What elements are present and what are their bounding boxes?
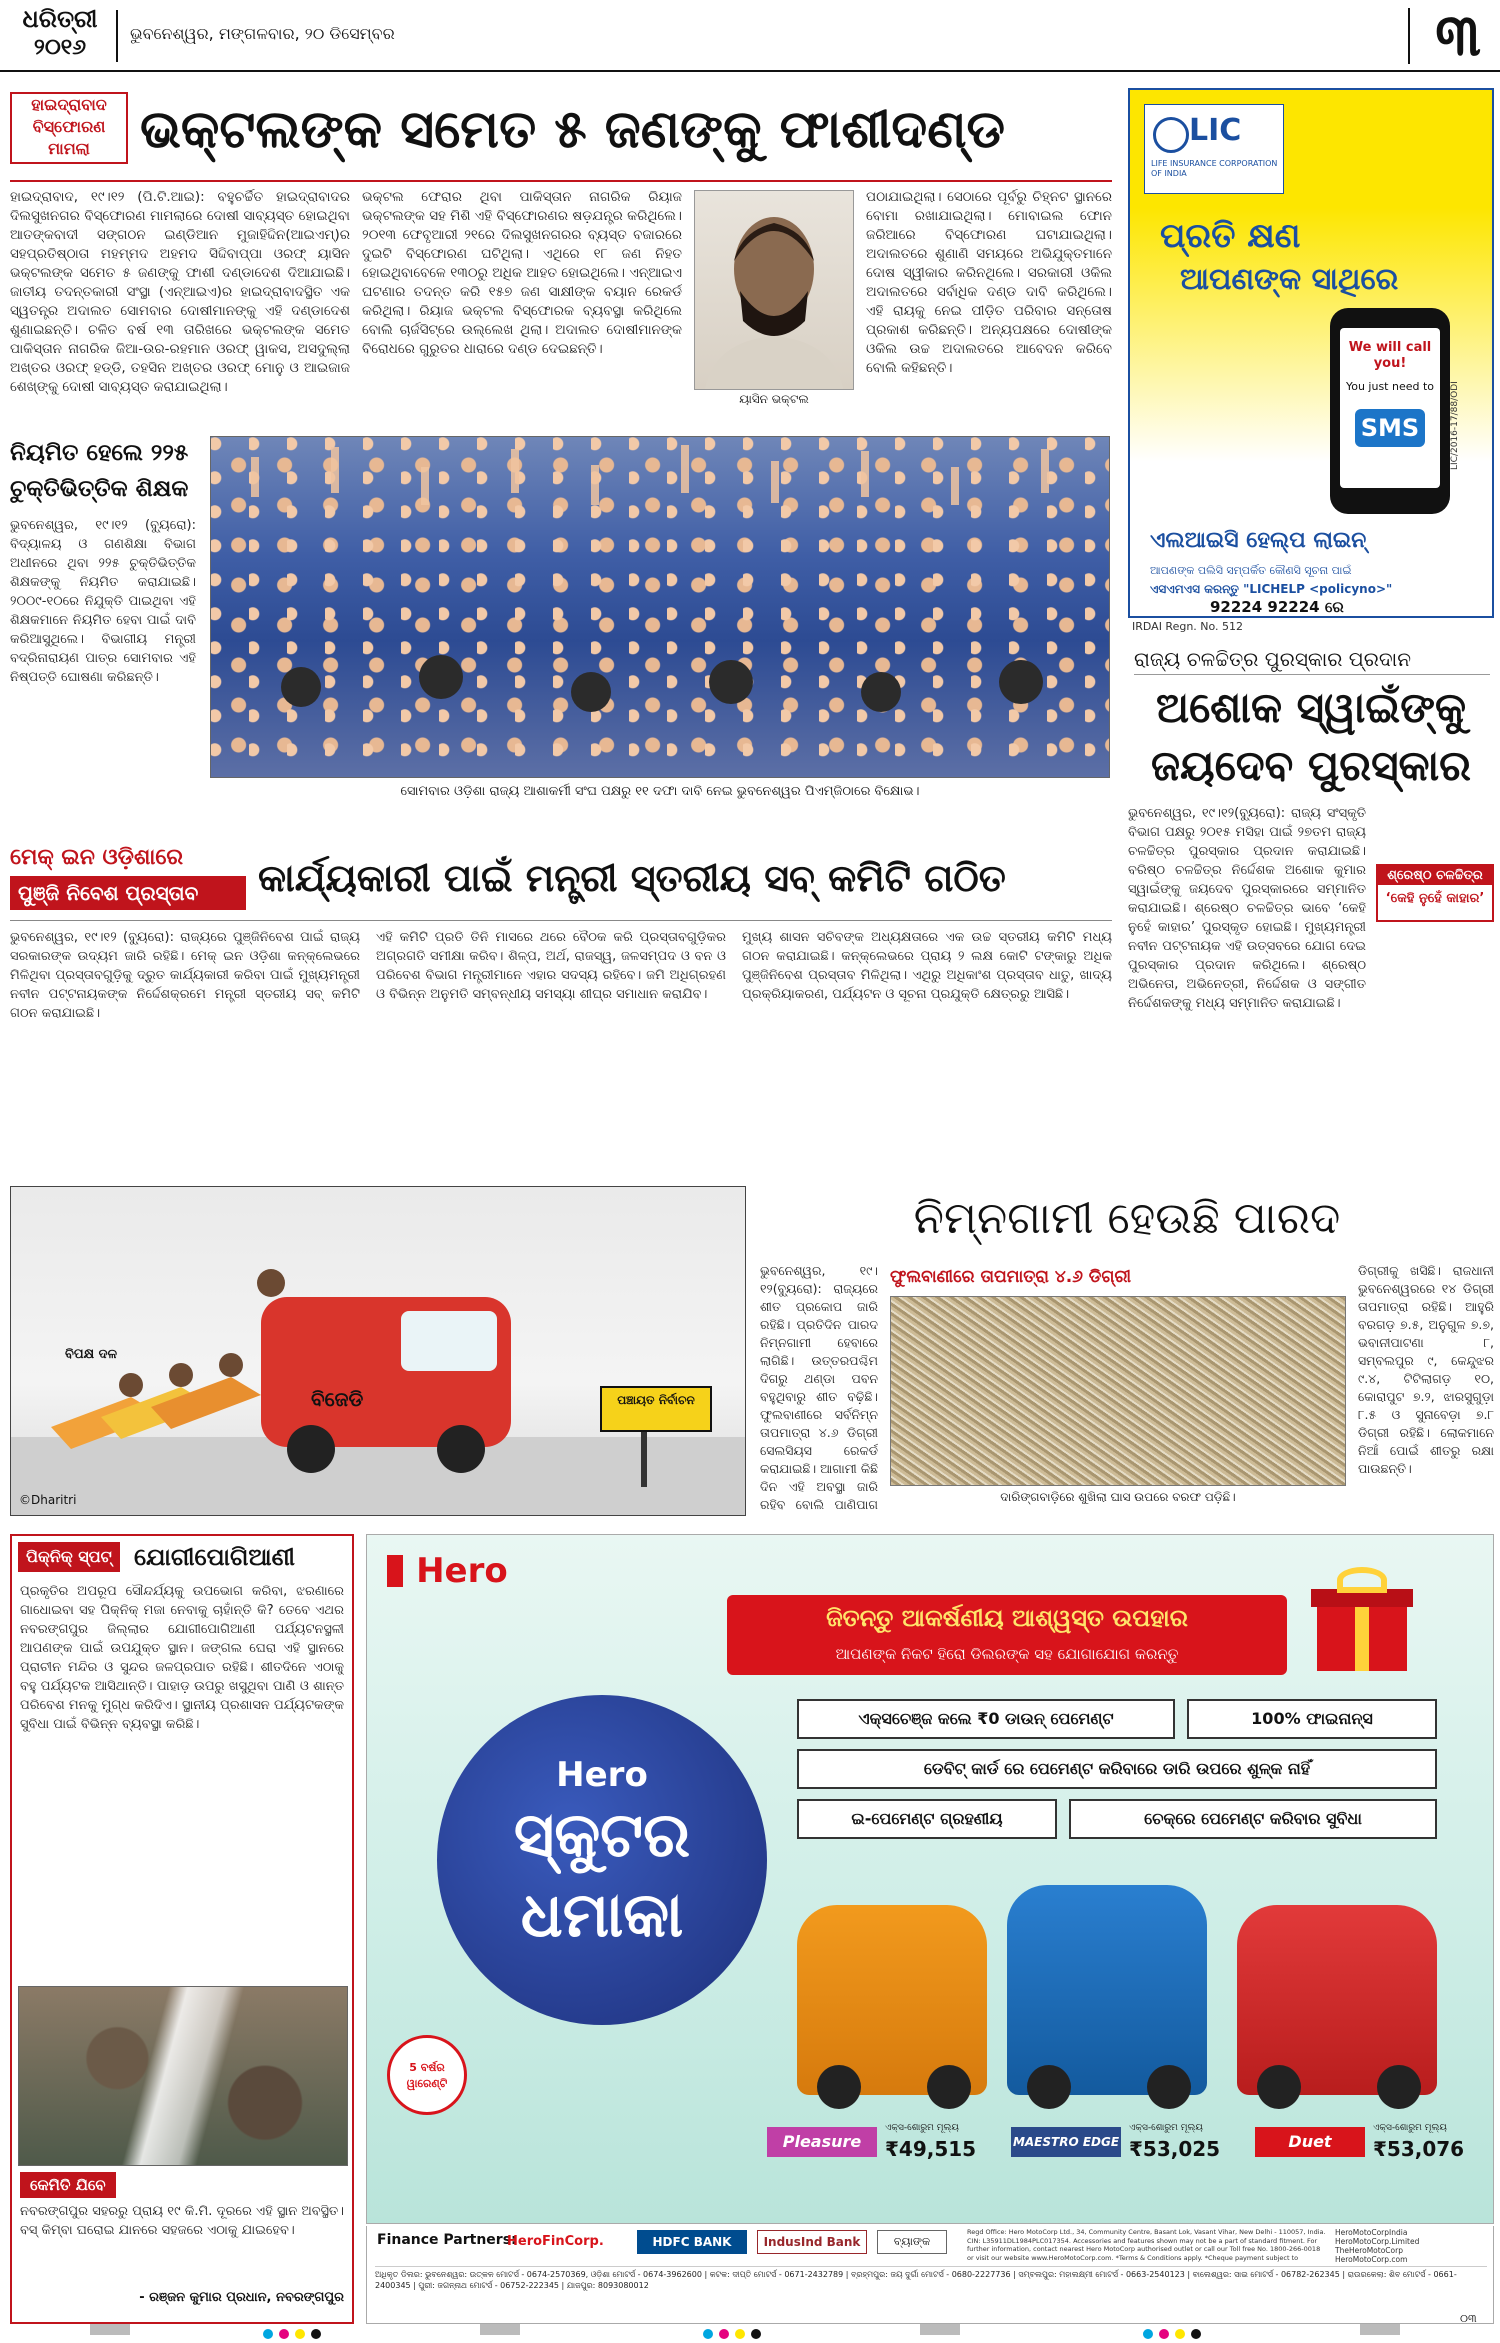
ashok-story xyxy=(1128,644,1494,1184)
model-maestro xyxy=(1011,2121,1243,2165)
hero-ribbon-1: ଜିତନ୍ତୁ ଆକର୍ଷଣୀୟ ଆଶ୍ୱସ୍ତ ଉପହାର xyxy=(826,1604,1188,1632)
price-bar xyxy=(767,2121,1487,2165)
lic-line-1: ଆପଣଙ୍କ ପଲିସି ସମ୍ପର୍କିତ କୌଣସି ସୂଚନା ପାଇଁ xyxy=(1150,564,1352,577)
teachers-story xyxy=(10,436,1112,826)
hero-logo-icon xyxy=(387,1555,403,1587)
picnic-story xyxy=(10,1534,354,2324)
hero-ribbon-2: ଆପଣଙ୍କ ନିକଟ ହିରୋ ଡିଲରଙ୍କ ସହ ଯୋଗାଯୋଗ କରନ୍ତୁ xyxy=(835,1645,1179,1663)
offer-finance: 100% ଫାଇନାନ୍ସ xyxy=(1187,1699,1437,1739)
masthead xyxy=(0,0,1500,72)
cartoon-label-bjd: ବିଜେଡି xyxy=(311,1387,364,1411)
offer-debit: ଡେବିଟ୍ କାର୍ଡ ରେ ପେମେଣ୍ଟ କରିବାରେ ଡାରି ଉପରେ ଶୁଳ୍କ ନାହିଁ xyxy=(797,1749,1437,1789)
lic-advertisement[interactable] xyxy=(1128,88,1494,618)
gift-icon xyxy=(1307,1565,1417,1675)
best-film-box xyxy=(1376,864,1494,922)
best-film-title: ‘କେହି ନୁହେଁ କାହାର’ xyxy=(1385,891,1485,906)
portrait-icon xyxy=(695,191,853,389)
lic-irdai: IRDAI Regn. No. 512 xyxy=(1132,620,1244,633)
lead-col-1: ହାଇଦ୍ରାବାଦ, ୧୯।୧୨ (ପି.ଟି.ଆଇ): ବହୁଚର୍ଚ୍ଚିତ ହାଇଦ୍ରାବାଦର ଦିଲସୁଖନଗର ବିସ୍ଫୋରଣ ମାମଲାରେ ଦୋଷୀ ସାବ୍ୟସ୍ତ ହୋଇଥିବା ଆତଙ୍କବାଦୀ ସଙ୍ଗଠନ ଇଣ୍ଡିଆନ ମୁଜାହିଦ୍ଦିନ(ଆଇଏମ୍‌)ର ସହପ୍ରତିଷ୍ଠାତା ମହମ୍ମଦ ଅହମଦ ସିଦ୍ଦିବାପ୍ପା ଓରଫ୍ ୟାସିନ ଭକ୍‌ଟଲଙ୍କ ସମେତ ୫ ଜଣଙ୍କୁ ଫାଶୀ ଦଣ୍ଡାଦେଶ ଦିଆଯାଇଛି। ଜାତୀୟ ତଦନ୍ତକାରୀ ସଂସ୍ଥା (ଏନ୍‌ଆଇଏ)ର ହାଇଦ୍ରାବାଦସ୍ଥିତ ଏକ ସ୍ୱତନ୍ତ୍ର ଅଦାଲତ ସୋମବାର ଦୋଷୀମାନଙ୍କୁ ଏହି ଦଣ୍ଡାଦେଶ ଶୁଣାଇଛନ୍ତି। ଚଳିତ ବର୍ଷ ୧୩ ତାରିଖରେ ଭକ୍‌ଟଲଙ୍କ ସମେତ ପାକିସ୍ତାନ ନାଗରିକ ଜିଆ-ଉର-ରହମାନ ଓରଫ୍ ୱାକସ, ଅସଦୁଲ୍ଲା ଅଖ୍ତର ଓରଫ୍ ହଡ୍ଡି, ତହସିନ ଅଖ୍ତର ଓରଫ୍ ମୋନୁ ଓ ଆଇଜାଜ ଶେଖ୍‌ଙ୍କୁ ଦୋଷୀ ସାବ୍ୟସ୍ତ କରାଯାଇଥିଲା। xyxy=(10,189,350,395)
page-footer-ref: ୦୩ xyxy=(1460,2312,1477,2325)
social-facebook[interactable]: HeroMotoCorpIndia xyxy=(1335,2228,1408,2237)
bus-wheel xyxy=(437,1425,485,1473)
cartoon-label-opposition: ବିପକ୍ଷ ଦଳ xyxy=(65,1347,117,1362)
social-limited[interactable]: HeroMotoCorp.Limited xyxy=(1335,2237,1420,2246)
lead-photo-caption: ୟାସିନ ଭକ୍‌ଟଲ xyxy=(739,392,809,406)
hero-advertisement[interactable] xyxy=(366,1534,1494,2224)
logo-top: ଧରିତ୍ରୀ xyxy=(22,4,98,33)
lic-code: LIC/2016-17/88/ODI xyxy=(1450,381,1460,470)
lead-photo xyxy=(694,190,854,390)
lic-emblem-icon xyxy=(1153,117,1189,153)
offer-epayment: ଇ-ପେମେଣ୍ଟ ଗ୍ରହଣୀୟ xyxy=(797,1799,1057,1839)
ashok-body: ଭୁବନେଶ୍ୱର, ୧୯।୧୨(ବ୍ୟୁରୋ): ରାଜ୍ୟ ସଂସ୍କୃତି ବିଭାଗ ପକ୍ଷରୁ ୨୦୧୫ ମସିହା ପାଇଁ ୨୭ତମ ରାଜ୍ୟ ଚଳଚ୍ଚିତ୍ର ପୁରସ୍କାର ପ୍ରଦାନ କରାଯାଇଛି। ବରିଷ୍ଠ ଚଳଚ୍ଚିତ୍ର ନିର୍ଦ୍ଦେଶକ ଅଶୋକ କୁମାର ସ୍ୱାଇଁଙ୍କୁ ଜୟଦେବ ପୁରସ୍କାରରେ ସମ୍ମାନିତ କରାଯାଇଛି। ଶ୍ରେଷ୍ଠ ଚଳଚ୍ଚିତ୍ର ଭାବେ ‘କେହି ନୁହେଁ କାହାର’ ପୁରସ୍କୃତ ହୋଇଛି। ମୁଖ୍ୟମନ୍ତ୍ରୀ ନବୀନ ପଟ୍ଟନାୟକ ଏହି ଉତ୍ସବରେ ଯୋଗ ଦେଇ ପୁରସ୍କାର ପ୍ରଦାନ କରିଥିଲେ। ଶ୍ରେଷ୍ଠ ଅଭିନେତା, ଅଭିନେତ୍ରୀ, ନିର୍ଦ୍ଦେଶକ ଓ ସଙ୍ଗୀତ ନିର୍ଦ୍ଦେଶକଙ୍କୁ ମଧ୍ୟ ସମ୍ମାନିତ କରାଯାଇଛି। xyxy=(1128,806,1366,1011)
offer-row-3 xyxy=(797,1799,1437,1839)
make-in-odisha-story xyxy=(10,840,1112,1170)
logo xyxy=(8,4,112,68)
hero-footer xyxy=(366,2226,1494,2324)
teachers-photo-caption: ସୋମବାର ଓଡ଼ିଶା ରାଜ୍ୟ ଆଶାକର୍ମୀ ସଂଘ ପକ୍ଷରୁ ୧୧ ଦଫା ଦାବି ନେଇ ଭୁବନେଶ୍ୱର ପିଏମ୍‌ଜିଠାରେ ବିକ୍ଷୋଭ। xyxy=(400,784,920,799)
frost-photo-caption: ଦାରିଙ୍ଗବାଡ଼ିରେ ଶୁଖିଲା ଘାସ ଉପରେ ବରଫ ପଡ଼ିଛି। xyxy=(1000,1490,1236,1504)
cartoon-credit: ©Dharitri xyxy=(19,1493,77,1507)
teachers-body: ଭୁବନେଶ୍ୱର, ୧୯।୧୨ (ବ୍ୟୁରୋ): ବିଦ୍ୟାଳୟ ଓ ଗଣଶିକ୍ଷା ବିଭାଗ ଅଧୀନରେ ଥିବା ୨୨୫ ଚୁକ୍ତିଭିତ୍ତିକ ଶିକ୍ଷକଙ୍କୁ ନିୟମିତ କରାଯାଇଛି। ୨୦୦୯-୧୦ରେ ନିଯୁକ୍ତି ପାଇଥିବା ଏହି ଶିକ୍ଷକମାନେ ନିୟମିତ ହେବା ପାଇଁ ଦାବି କରିଆସୁଥିଲେ। ବିଭାଗୀୟ ମନ୍ତ୍ରୀ ବଦ୍ରିନାରାୟଣ ପାତ୍ର ସୋମବାର ଏହି ନିଷ୍ପତ୍ତି ଘୋଷଣା କରିଛନ୍ତି। xyxy=(10,518,196,685)
hero-brand: Hero xyxy=(416,1551,508,1591)
lic-line-2: ଏସଏମଏସ କରନ୍ତୁ "LICHELP <policyno>" xyxy=(1150,582,1393,596)
ashok-headline-1: ଅଶୋକ ସ୍ୱାଇଁଙ୍କୁ xyxy=(1155,683,1467,732)
offer-row-1 xyxy=(797,1699,1437,1739)
lead-col-3: ପଠାଯାଇଥିଲା। ସେଠାରେ ପୂର୍ବରୁ ଚିହ୍ନଟ ସ୍ଥାନରେ ବୋମା ରଖାଯାଇଥିଲା। ମୋବାଇଲ ଫୋନ ଜରିଆରେ ବିସ୍ଫୋରଣ ଘଟାଯାଇଥିଲା। ଅଦାଲତରେ ଶୁଣାଣି ସମୟରେ ଅଭିଯୁକ୍ତମାନେ ଦୋଷ ସ୍ୱୀକାର କରିନଥିଲେ। ସରକାରୀ ଓକିଲ ଅଦାଲତରେ ସର୍ବାଧିକ ଦଣ୍ଡ ଦାବି କରିଥିଲେ। ଏହି ରାୟକୁ ନେଇ ପୀଡ଼ିତ ପରିବାର ସନ୍ତୋଷ ପ୍ରକାଶ କରିଛନ୍ତି। ଅନ୍ୟପକ୍ଷରେ ଦୋଷୀଙ୍କ ଓକିଲ ଉଚ୍ଚ ଅଦାଲତରେ ଆବେଦନ କରିବେ ବୋଲି କହିଛନ୍ତି। xyxy=(866,189,1112,376)
driver-head xyxy=(257,1269,285,1297)
model-name: MAESTRO EDGE xyxy=(1011,2127,1121,2157)
offer-zero-down: ଏକ୍ସଚେଞ୍ଜ କଲେ ₹0 ଡାଉନ୍ ପେମେଣ୍ଟ xyxy=(797,1699,1175,1739)
lic-number: 92224 92224 ରେ xyxy=(1210,598,1344,616)
kicker-line: ମାମଲା xyxy=(48,139,90,158)
lic-phone-text-2: You just need to xyxy=(1345,380,1435,393)
teachers-headline-2: ଚୁକ୍ତିଭିତ୍ତିକ ଶିକ୍ଷକ xyxy=(10,476,189,502)
picnic-headline: ଯୋଗୀପୋଗିଆଣୀ xyxy=(134,1543,296,1571)
how-to-go-label: କେମିତି ଯିବେ xyxy=(20,2172,116,2198)
bus-window xyxy=(401,1311,497,1371)
hero-social xyxy=(1335,2228,1491,2262)
scooter-wheel-icon xyxy=(927,2065,971,2109)
hero-title-1: ସ୍କୁଟର xyxy=(513,1798,691,1871)
logo-year: ୨୦୧୬ xyxy=(33,35,87,60)
social-twitter[interactable]: TheHeroMotoCorp xyxy=(1335,2246,1403,2255)
mio-tag-1: ମେକ୍ ଇନ ଓଡ଼ିଶାରେ xyxy=(10,845,184,870)
mio-headline: କାର୍ଯ୍ୟକାରୀ ପାଇଁ ମନ୍ତ୍ରୀ ସ୍ତରୀୟ ସବ୍ କମିଟି ଗଠିତ xyxy=(258,856,1006,900)
lic-phone xyxy=(1330,308,1450,514)
model-pleasure xyxy=(767,2121,999,2165)
mio-col-3: ମୁଖ୍ୟ ଶାସନ ସଚିବଙ୍କ ଅଧ୍ୟକ୍ଷତାରେ ଏକ ଉଚ୍ଚ ସ୍ତରୀୟ କମିଟି ମଧ୍ୟ ଗଠନ କରାଯାଇଛି। କନ୍‌କ୍ଲେଭରେ ପ୍ରାୟ ୨ ଲକ୍ଷ କୋଟି ଟଙ୍କାରୁ ଅଧିକ ପୁଞ୍ଜିନିବେଶ ପ୍ରସ୍ତାବ ମିଳିଥିଲା। ଏଥିରୁ ଅଧିକାଂଶ ପ୍ରସ୍ତାବ ଧାତୁ, ଖାଦ୍ୟ ପ୍ରକ୍ରିୟାକରଣ, ପର୍ଯ୍ୟଟନ ଓ ସୂଚନା ପ୍ରଯୁକ୍ତି କ୍ଷେତ୍ରରୁ ଆସିଛି। xyxy=(742,930,1112,1002)
scooter-wheel-icon xyxy=(1377,2065,1421,2109)
model-price: ₹49,515 xyxy=(885,2137,977,2161)
scooter-wheel-icon xyxy=(1147,2065,1191,2109)
scooter-wheel-icon xyxy=(817,2065,861,2109)
cartoon-sign-text: ପଞ୍ଚାୟତ ନିର୍ବାଚନ xyxy=(617,1393,695,1407)
partner-herofincorp: HeroFinCorp. xyxy=(507,2234,604,2249)
model-name: Pleasure xyxy=(767,2127,877,2157)
frost-photo xyxy=(890,1296,1346,1486)
cartoon-drawing xyxy=(11,1187,745,1515)
lic-phone-text-1: We will call you! xyxy=(1348,340,1432,371)
road xyxy=(11,1437,745,1515)
hero-fine-print: Regd Office: Hero MotoCorp Ltd., 34, Community Centre, Basant Lok, Vasant Vihar, New Delhi - 110057, India. CIN: L35911DL1984PLC017354. Accessories and features shown may not be a part of standard fitment. For further information, contact nearest Hero MotoCorp authorised outlet or call our Toll free No. 1800-266-0018 or visit our website www.HeroMotoCorp.com. *Terms & Conditions apply. *Cheque payment subject to xyxy=(967,2228,1326,2262)
cartoon xyxy=(10,1186,746,1516)
bus-wheel xyxy=(287,1425,335,1473)
registration-marks xyxy=(0,2324,1500,2335)
cold-col-2: ଡିଗ୍ରୀକୁ ଖସିଛି। ରାଜଧାନୀ ଭୁବନେଶ୍ୱରରେ ୧୪ ଡିଗ୍ରୀ ତାପମାତ୍ରା ରହିଛି। ଆହୁରି ବରଗଡ଼ ୭.୫, ଅନୁଗୁଳ ୭.୭, ଭବାନୀପାଟଣା ୮, ସମ୍ବଲପୁର ୯, କେନ୍ଦୁଝର ୯.୪, ଟିଟିଲାଗଡ଼ ୧୦, କୋରାପୁଟ ୭.୨, ଝାରସୁଗୁଡ଼ା ୮.୫ ଓ ସୁନାବେଡ଼ା ୭.୮ ଡିଗ୍ରୀ ରହିଛି। ଲୋକମାନେ ନିଆଁ ପୋଇଁ ଶୀତରୁ ରକ୍ଷା ପାଉଛନ୍ତି। xyxy=(1358,1263,1494,1476)
lead-col-2: ଭକ୍‌ଟଲ ଫେରାର ଥିବା ପାକିସ୍ତାନ ନାଗରିକ ରିୟାଜ ଭକ୍‌ଟଲଙ୍କ ସହ ମିଶି ଏହି ବିସ୍ଫୋରଣର ଷଡ଼ଯନ୍ତ୍ର କରିଥିଲେ। ୨୦୧୩ ଫେବୃଆରୀ ୨୧ରେ ଦିଲସୁଖନଗରର ବ୍ୟସ୍ତ ବଜାରରେ ଦୁଇଟି ବିସ୍ଫୋରଣ ଘଟିଥିଲା। ଏଥିରେ ୧୮ ଜଣ ନିହତ ହୋଇଥିବାବେଳେ ୧୩୦ରୁ ଅଧିକ ଆହତ ହୋଇଥିଲେ। ଏନ୍‌ଆଇଏ ଘଟଣାର ତଦନ୍ତ କରି ୧୫୭ ଜଣ ସାକ୍ଷୀଙ୍କ ବୟାନ ରେକର୍ଡ କରିଥିଲା। ରିୟାଜ ଭକ୍‌ଟଲ ବିସ୍ଫୋରକ ବ୍ୟବସ୍ଥା କରିଥିଲେ ବୋଲି ଚାର୍ଜସିଟ୍‌ରେ ଉଲ୍ଲେଖ ଥିଲା। ଅଦାଲତ ଦୋଷୀମାନଙ୍କ ବିରୋଧରେ ଗୁରୁତର ଧାରାରେ ଦଣ୍ଡ ଦେଇଛନ୍ତି। xyxy=(362,189,682,357)
warranty-badge: 5 ବର୍ଷର ୱାରେଣ୍ଟି xyxy=(387,2035,467,2115)
lic-helpline: ଏଲଆଇସି ହେଲ୍ପ ଲାଇନ୍ xyxy=(1150,528,1367,553)
model-price-label: ଏକ୍ସ-ଶୋରୁମ ମୂଲ୍ୟ xyxy=(1129,2123,1203,2133)
hero-title-2: ଧମାକା xyxy=(520,1878,684,1951)
model-price-label: ଏକ୍ସ-ଶୋରୁମ ମୂଲ୍ୟ xyxy=(885,2123,959,2133)
model-price: ₹53,025 xyxy=(1129,2137,1221,2161)
hero-logo xyxy=(387,1551,508,1591)
how-to-go-body: ନବରଙ୍ଗପୁର ସହରରୁ ପ୍ରାୟ ୧୯ କି.ମି. ଦୂରରେ ଏହି ସ୍ଥାନ ଅବସ୍ଥିତ। ବସ୍ କିମ୍ବା ଘରୋଇ ଯାନରେ ସହଜରେ ଏଠାକୁ ଯାଇହେବ। xyxy=(20,2204,344,2238)
lic-tagline-2: ଆପଣଙ୍କ ସାଥିରେ xyxy=(1180,262,1399,297)
page-number: ୩ xyxy=(1435,1,1481,69)
mio-col-1: ଭୁବନେଶ୍ୱର, ୧୯।୧୨ (ବ୍ୟୁରୋ): ରାଜ୍ୟରେ ପୁଞ୍ଜିନିବେଶ ପାଇଁ ରାଜ୍ୟ ସରକାରଙ୍କ ଉଦ୍ୟମ ଜାରି ରହିଛି। ମେକ୍ ଇନ ଓଡ଼ିଶା କନ୍‌କ୍ଲେଭରେ ମିଳିଥିବା ପ୍ରସ୍ତାବଗୁଡ଼ିକୁ ଦ୍ରୁତ କାର୍ଯ୍ୟକାରୀ କରିବା ପାଇଁ ମୁଖ୍ୟମନ୍ତ୍ରୀ ନବୀନ ପଟ୍ଟନାୟକଙ୍କ ନିର୍ଦ୍ଦେଶକ୍ରମେ ମନ୍ତ୍ରୀ ସ୍ତରୀୟ ସବ୍ କମିଟି ଗଠନ କରାଯାଇଛି। xyxy=(10,930,360,1021)
lic-tagline-1: ପ୍ରତି କ୍ଷଣ xyxy=(1160,216,1301,256)
mio-col-2: ଏହି କମିଟି ପ୍ରତି ତିନି ମାସରେ ଥରେ ବୈଠକ କରି ପ୍ରସ୍ତାବଗୁଡ଼ିକର ଅଗ୍ରଗତି ସମୀକ୍ଷା କରିବ। ଶିଳ୍ପ, ଅର୍ଥ, ରାଜସ୍ୱ, ଜଳସମ୍ପଦ ଓ ବନ ଓ ପରିବେଶ ବିଭାଗ ମନ୍ତ୍ରୀମାନେ ଏହାର ସଦସ୍ୟ ରହିବେ। ଜମି ଅଧିଗ୍ରହଣ ଓ ବିଭିନ୍ନ ଅନୁମତି ସମ୍ବନ୍ଧୀୟ ସମସ୍ୟା ଶୀଘ୍ର ସମାଧାନ କରାଯିବ। xyxy=(376,930,726,1002)
best-film-label: ଶ୍ରେଷ୍ଠ ଚଳଚ୍ଚିତ୍ର xyxy=(1378,866,1492,885)
partner-indusind: IndusInd Bank xyxy=(757,2230,867,2254)
picnic-byline: - ରଞ୍ଜନ କୁମାର ପ୍ରଧାନ, ନବରଙ୍ଗପୁର xyxy=(139,2290,344,2305)
hero-ribbon xyxy=(727,1595,1287,1675)
offer-cheque: ଚେକ୍‌ରେ ପେମେଣ୍ଟ କରିବାର ସୁବିଧା xyxy=(1069,1799,1437,1839)
model-price-label: ଏକ୍ସ-ଶୋରୁମ ମୂଲ୍ୟ xyxy=(1373,2123,1447,2133)
teachers-headline-1: ନିୟମିତ ହେଲେ ୨୨୫ xyxy=(10,440,189,466)
scooter-wheel-icon xyxy=(1027,2065,1071,2109)
cold-headline: ନିମ୍ନଗାମୀ ହେଉଛି ପାରଦ xyxy=(913,1193,1341,1244)
kicker-line: ବିସ୍ଫୋରଣ xyxy=(32,117,106,136)
hero-dealers: ଅଧିକୃତ ଡିଲର: ଭୁବନେଶ୍ୱର: ଉତ୍କଳ ମୋଟର୍ସ - 0674-2570369, ଓଡ଼ିଶା ମୋଟର୍ସ - 0674-3962600 | କଟକ: ଦୀପ୍ତି ମୋଟର୍ସ - 0671-2432789 | ବ୍ରହ୍ମପୁର: ଜୟ ଦୁର୍ଗା ମୋଟର୍ସ - 0680-2227736 | ସମ୍ବଲପୁର: ମହାଲକ୍ଷ୍ମୀ ମୋଟର୍ସ - 0663-2540123 | ବାଲେଶ୍ୱର: ସାଇ ମୋଟର୍ସ - 06782-262345 | ରାଉରକେଲା: ଶିବ ମୋଟର୍ସ - 0661-2400345 | ପୁରୀ: ଜଗନ୍ନାଥ ମୋଟର୍ସ - 06752-222345 | ଯାଜପୁର: 8093080012 xyxy=(375,2266,1487,2322)
lic-sms-badge: SMS xyxy=(1355,409,1425,447)
ashok-headline-2: ଜୟଦେବ ପୁରସ୍କାର xyxy=(1151,741,1471,790)
hero-title-brand: Hero xyxy=(556,1755,648,1795)
lead-headline: ଭକ୍‌ଟଲଙ୍କ ସମେତ ୫ ଜଣଙ୍କୁ ଫାଶୀଦଣ୍ଡ xyxy=(140,100,1006,160)
model-duet xyxy=(1255,2121,1487,2165)
teachers-photo xyxy=(210,436,1110,778)
picnic-tag: ପିକ୍‌ନିକ୍ ସ୍ପଟ୍ xyxy=(18,1542,120,1572)
partner-bank-4: ବ୍ୟାଙ୍କ xyxy=(877,2230,947,2254)
cold-subhead: ଫୁଲବାଣୀରେ ତାପମାତ୍ରା ୪.୬ ଡିଗ୍ରୀ xyxy=(890,1267,1132,1287)
picnic-body: ପ୍ରକୃତିର ଅପରୂପ ସୌନ୍ଦର୍ଯ୍ୟକୁ ଉପଭୋଗ କରିବା, ଝରଣାରେ ଗାଧୋଇବା ସହ ପିକ୍‌ନିକ୍ ମଜା ନେବାକୁ ଚାହାଁନ୍ତି କି? ତେବେ ଏଥର ନବରଙ୍ଗପୁର ଜିଲ୍ଲାର ଯୋଗୀପୋଗିଆଣୀ ପର୍ଯ୍ୟଟନସ୍ଥଳୀ ଆପଣଙ୍କ ପାଇଁ ଉପଯୁକ୍ତ ସ୍ଥାନ। ଜଙ୍ଗଲ ଘେରା ଏହି ସ୍ଥାନରେ ପ୍ରାଚୀନ ମନ୍ଦିର ଓ ସୁନ୍ଦର ଜଳପ୍ରପାତ ରହିଛି। ଶୀତଦିନେ ଏଠାକୁ ବହୁ ପର୍ଯ୍ୟଟକ ଆସିଥାନ୍ତି। ପାହାଡ଼ ଉପରୁ ଖସୁଥିବା ପାଣି ଓ ଶାନ୍ତ ପରିବେଶ ମନକୁ ମୁଗ୍ଧ କରିଦିଏ। ସ୍ଥାନୀୟ ପ୍ରଶାସନ ପର୍ଯ୍ୟଟକଙ୍କ ସୁବିଧା ପାଇଁ ବିଭିନ୍ନ ବ୍ୟବସ୍ଥା କରିଛି। xyxy=(20,1584,344,1732)
waterfall-photo xyxy=(18,1986,348,2166)
model-name: Duet xyxy=(1255,2127,1365,2157)
lic-brand-sub: LIFE INSURANCE CORPORATION OF INDIA xyxy=(1151,159,1278,178)
scooter-wheel-icon xyxy=(1257,2065,1301,2109)
social-website[interactable]: HeroMotoCorp.com xyxy=(1335,2255,1408,2264)
lic-logo xyxy=(1144,104,1284,194)
lead-story xyxy=(10,88,1112,418)
finance-label: Finance Partners: xyxy=(377,2232,517,2248)
scooter-maestro xyxy=(1007,1885,1207,2095)
model-price: ₹53,076 xyxy=(1373,2137,1465,2161)
cold-story xyxy=(760,1186,1494,1516)
partner-hdfc: HDFC BANK xyxy=(637,2230,747,2254)
crowd-protest-icon xyxy=(211,437,1109,777)
ashok-kicker: ରାଜ୍ୟ ଚଳଚ୍ଚିତ୍ର ପୁରସ୍କାର ପ୍ରଦାନ xyxy=(1134,644,1490,675)
lead-kicker xyxy=(10,92,128,164)
cold-col-1: ଭୁବନେଶ୍ୱର, ୧୯।୧୨(ବ୍ୟୁରୋ): ରାଜ୍ୟରେ ଶୀତ ପ୍ରକୋପ ଜାରି ରହିଛି। ପ୍ରତିଦିନ ପାରଦ ନିମ୍ନଗାମୀ ହେବାରେ ଲାଗିଛି। ଉତ୍ତରପଶ୍ଚିମ ଦିଗରୁ ଥଣ୍ଡା ପବନ ବହୁଥିବାରୁ ଶୀତ ବଢ଼ିଛି। ଫୁଲବାଣୀରେ ସର୍ବନିମ୍ନ ତାପମାତ୍ରା ୪.୬ ଡିଗ୍ରୀ ସେଲସିୟସ ରେକର୍ଡ କରାଯାଇଛି। ଆଗାମୀ କିଛି ଦିନ ଏହି ଅବସ୍ଥା ଜାରି ରହିବ ବୋଲି ପାଣିପାଗ xyxy=(760,1263,878,1512)
dateline: ଭୁବନେଶ୍ୱର, ମଙ୍ଗଳବାର, ୨୦ ଡିସେମ୍ବର xyxy=(130,24,395,43)
lic-brand: LIC xyxy=(1189,113,1242,148)
kicker-line: ହାଇଦ୍ରାବାଦ xyxy=(31,95,107,114)
mio-tag-2: ପୁଞ୍ଜି ନିବେଶ ପ୍ରସ୍ତାବ xyxy=(10,876,246,910)
hero-title-badge xyxy=(437,1695,767,2025)
